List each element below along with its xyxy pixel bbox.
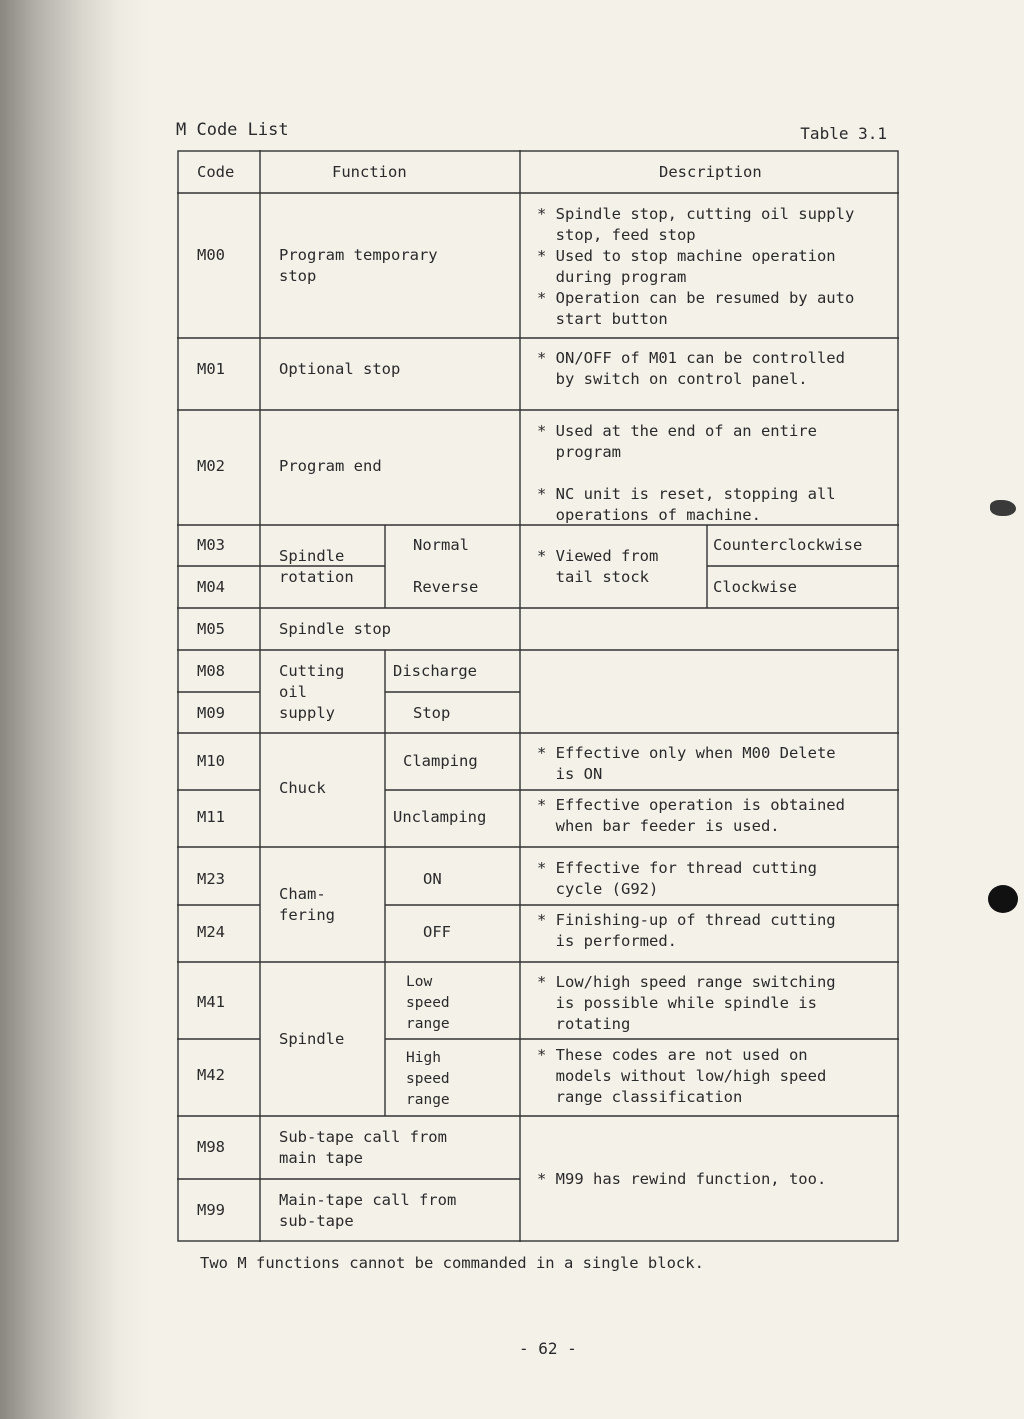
page-number: - 62 - — [519, 1339, 577, 1358]
sub-m24: OFF — [423, 923, 451, 941]
description-m01: * ON/OFF of M01 can be controlled by switch on control panel. — [537, 349, 845, 388]
m-code-table — [177, 150, 899, 1242]
code-m01: M01 — [197, 360, 225, 378]
description-m23: * Effective for thread cutting cycle (G92) — [537, 859, 817, 898]
code-m09: M09 — [197, 704, 225, 722]
page-title: M Code List — [176, 120, 289, 140]
sub-m11: Unclamping — [393, 808, 487, 826]
sub-m08: Discharge — [393, 662, 477, 680]
function-m02: Program end — [279, 457, 382, 475]
code-m03: M03 — [197, 536, 225, 554]
sub-m10: Clamping — [403, 752, 478, 770]
description-spindle-rotation: * Viewed from tail stock — [537, 547, 659, 586]
sub-m03: Normal — [413, 536, 469, 554]
sub-m41: Low speed range — [406, 974, 450, 1032]
direction-m03: Counterclockwise — [713, 536, 863, 554]
table-number: Table 3.1 — [800, 124, 887, 143]
function-chamfering: Cham- fering — [279, 885, 335, 924]
binding-shadow — [0, 0, 150, 1419]
code-m41: M41 — [197, 993, 225, 1011]
code-m42: M42 — [197, 1066, 225, 1084]
description-m98-m99: * M99 has rewind function, too. — [537, 1170, 827, 1188]
code-m23: M23 — [197, 870, 225, 888]
header-description: Description — [659, 163, 762, 181]
description-m00: * Spindle stop, cutting oil supply stop, feed stop * Used to stop machine operation during program * Operation can be resumed by auto start button — [537, 205, 855, 328]
function-chuck: Chuck — [279, 779, 326, 797]
code-m00: M00 — [197, 246, 225, 264]
description-m10: * Effective only when M00 Delete is ON — [537, 744, 836, 783]
function-m01: Optional stop — [279, 360, 401, 378]
code-m99: M99 — [197, 1201, 225, 1219]
function-spindle-range: Spindle — [279, 1030, 345, 1048]
direction-m04: Clockwise — [713, 578, 797, 596]
function-m99: Main-tape call from sub-tape — [279, 1191, 457, 1230]
code-m10: M10 — [197, 752, 225, 770]
header-function: Function — [332, 163, 407, 181]
function-m05: Spindle stop — [279, 620, 391, 638]
code-m98: M98 — [197, 1138, 225, 1156]
code-m05: M05 — [197, 620, 225, 638]
description-m02: * Used at the end of an entire program * NC unit is reset, stopping all operations of machine. — [537, 422, 836, 524]
header-code: Code — [197, 163, 235, 181]
function-cutting-oil: Cutting oil supply — [279, 662, 345, 722]
description-m24: * Finishing-up of thread cutting is performed. — [537, 911, 836, 950]
punch-hole-mark — [990, 500, 1016, 516]
footnote: Two M functions cannot be commanded in a single block. — [200, 1254, 704, 1272]
code-m08: M08 — [197, 662, 225, 680]
description-m42: * These codes are not used on models without low/high speed range classification — [537, 1046, 827, 1106]
punch-hole-mark — [988, 885, 1018, 913]
function-m98: Sub-tape call from main tape — [279, 1128, 447, 1167]
code-m24: M24 — [197, 923, 225, 941]
function-m00: Program temporary stop — [279, 246, 438, 285]
description-m41: * Low/high speed range switching is possible while spindle is rotating — [537, 973, 836, 1033]
sub-m23: ON — [423, 870, 442, 888]
sub-m42: High speed range — [406, 1050, 450, 1108]
description-m11: * Effective operation is obtained when bar feeder is used. — [537, 796, 845, 835]
sub-m09: Stop — [413, 704, 451, 722]
code-m04: M04 — [197, 578, 225, 596]
sub-m04: Reverse — [413, 578, 479, 596]
function-spindle-rotation: Spindle rotation — [279, 547, 354, 586]
code-m02: M02 — [197, 457, 225, 475]
code-m11: M11 — [197, 808, 225, 826]
